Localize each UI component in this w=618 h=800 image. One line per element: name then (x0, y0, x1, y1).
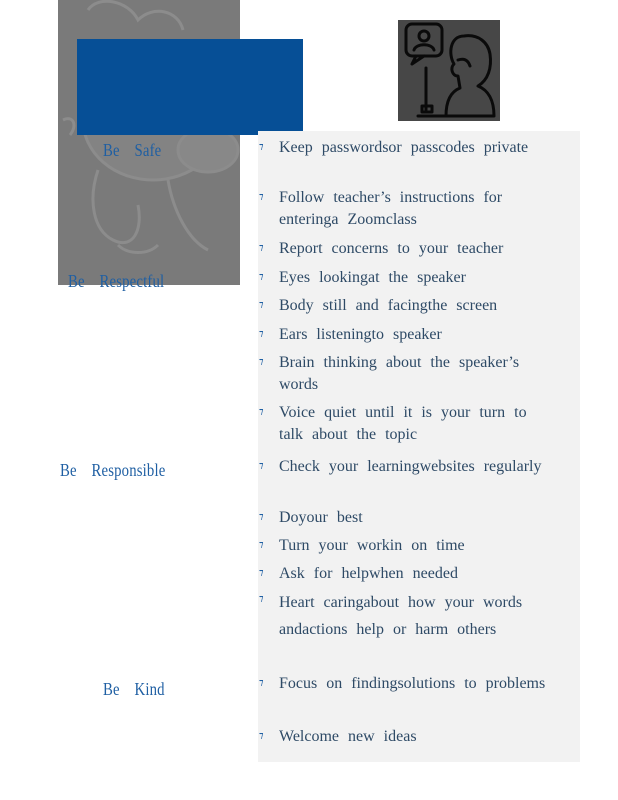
bullet-icon: ⁊ (259, 539, 264, 549)
bullet-icon: ⁊ (259, 191, 264, 201)
list-item: ⁊ Eyes lookingat the speaker (259, 269, 466, 286)
list-item: ⁊ Keep passwordsor passcodes private (259, 139, 529, 156)
list-item: ⁊ Doyour best (259, 509, 363, 526)
bullet-icon: ⁊ (259, 242, 264, 252)
list-item: ⁊ Report concerns to your teacher (259, 240, 504, 257)
bullet-icon: ⁊ (259, 271, 264, 281)
list-item: ⁊ Ask for helpwhen needed (259, 565, 458, 582)
bullet-icon: ⁊ (259, 677, 264, 687)
bullet-icon: ⁊ (259, 328, 264, 338)
list-item: ⁊ Follow teacher’s instructions for enteringa Zoomclass (259, 189, 503, 228)
title-banner (77, 39, 303, 135)
bullet-icon: ⁊ (259, 299, 264, 309)
list-item: ⁊ Heart caringabout how your words andactions help or harm others (259, 593, 523, 638)
bullet-icon: ⁊ (259, 567, 264, 577)
bullet-icon: ⁊ (259, 460, 264, 470)
bullet-icon: ⁊ (259, 511, 264, 521)
list-item: ⁊ Brain thinking about the speaker’s words (259, 354, 520, 393)
list-item: ⁊ Body still and facingthe screen (259, 297, 498, 314)
bullet-icon: ⁊ (259, 406, 264, 416)
list-item: ⁊ Check your learningwebsites regularly (259, 458, 542, 475)
list-item: ⁊ Welcome new ideas (259, 728, 417, 745)
bullet-icon: ⁊ (259, 141, 264, 151)
online-learning-icon (398, 20, 500, 121)
list-item: ⁊ Voice quiet until it is your turn to talk about the topic (259, 404, 527, 443)
heading-be-kind: Be Kind (103, 679, 165, 699)
heading-be-responsible: Be Responsible (60, 460, 166, 480)
bullet-icon: ⁊ (259, 730, 264, 740)
bullet-icon: ⁊ (259, 356, 264, 366)
list-item: ⁊ Ears listeningto speaker (259, 326, 442, 343)
heading-be-safe: Be Safe (103, 140, 162, 160)
list-item: ⁊ Turn your workin on time (259, 537, 465, 554)
list-item: ⁊ Focus on findingsolutions to problems (259, 675, 546, 692)
bullet-icon: ⁊ (259, 593, 264, 603)
heading-be-respectful: Be Respectful (68, 271, 165, 291)
